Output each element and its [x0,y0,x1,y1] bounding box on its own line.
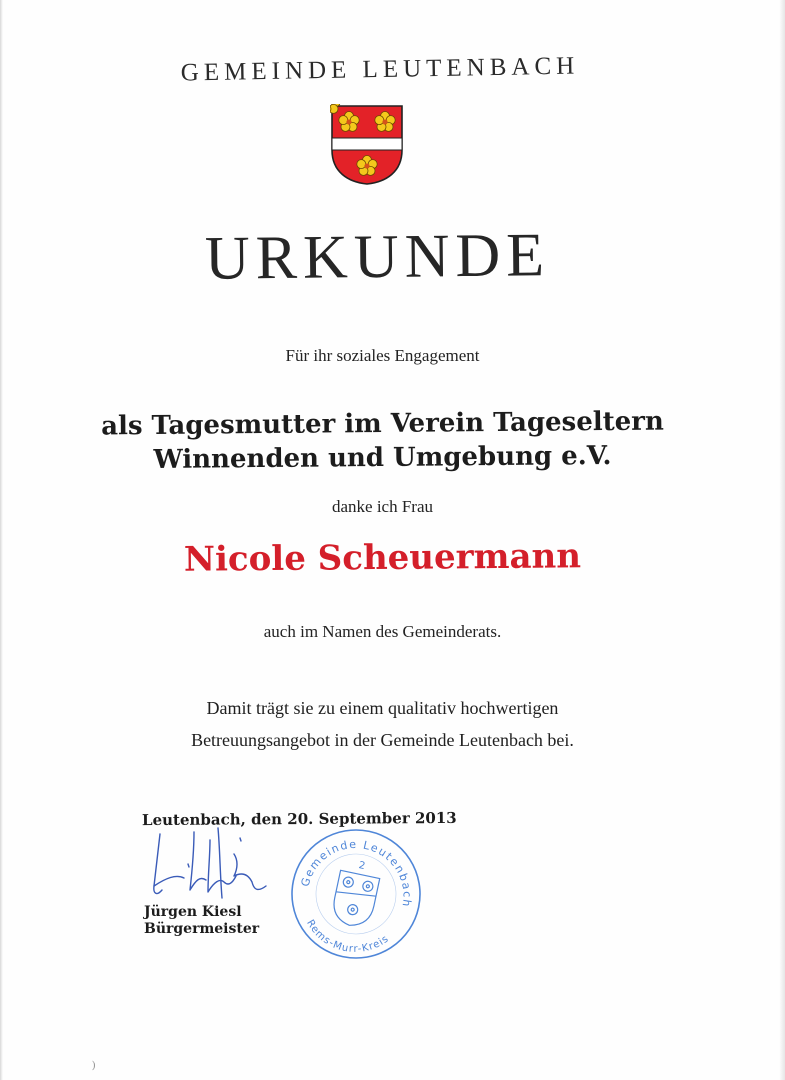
coat-of-arms-icon [330,104,404,186]
scan-edge-left [0,0,3,1080]
stamp-crest-icon [330,870,380,929]
scan-edge-right [779,0,785,1080]
council-text: auch im Namen des Gemeinderats. [263,622,502,641]
municipality-heading: GEMEINDE LEUTENBACH [180,52,580,87]
signer-name: Jürgen Kiesl [144,904,242,920]
reason-line-2: Winnenden und Umgebung e.V. [153,441,612,475]
official-stamp [275,813,436,974]
stamp-number: 2 [357,860,367,873]
intro-text: Für ihr soziales Engagement [285,346,480,365]
thanks-text: danke ich Frau [331,497,434,516]
handwritten-signature [148,820,278,904]
stamp-bottom-text: Rems-Murr-Kreis [304,918,392,955]
scan-mark: ) [92,1060,96,1071]
stamp-top-text: Gemeinde Leutenbach [298,837,414,909]
place-and-date: Leutenbach, den 20. September 2013 [141,808,457,830]
certificate-title: URKUNDE [204,221,551,293]
reason-line-1: als Tagesmutter im Verein Tageseltern [101,406,664,442]
closing-line-2: Betreuungsangebot in der Gemeinde Leutenbach bei. [191,730,574,750]
recipient-name: Nicole Scheuermann [183,536,582,580]
closing-line-1: Damit trägt sie zu einem qualitativ hochwertigen [206,698,559,718]
signer-title: Bürgermeister [144,921,260,937]
signer-block [144,904,259,938]
